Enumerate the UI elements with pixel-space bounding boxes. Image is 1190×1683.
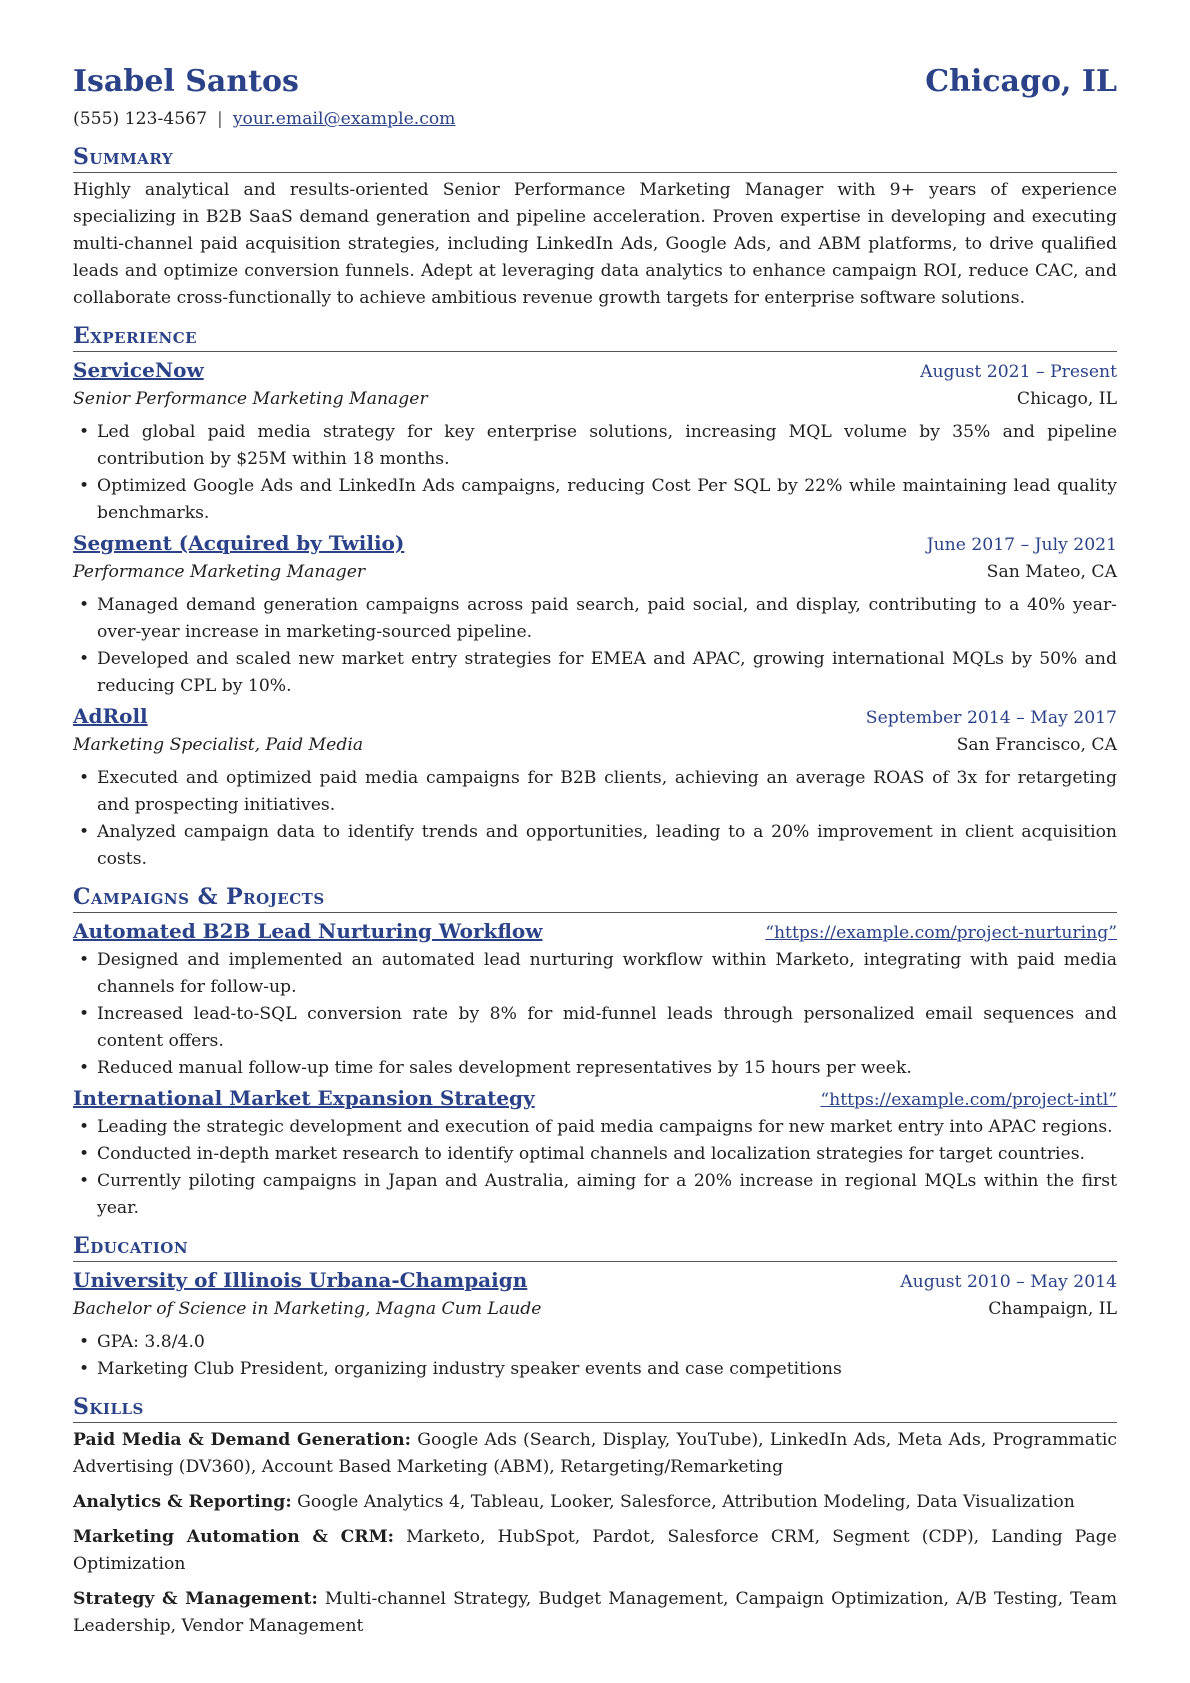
bullet-item: • Leading the strategic development and execution of paid media campaigns for new market entry into APAC regions. xyxy=(73,1114,1117,1141)
job-bullets xyxy=(73,592,1117,700)
degree-title: Bachelor of Science in Marketing, Magna Cum Laude xyxy=(73,1299,542,1319)
skill-group-label: Strategy & Management: xyxy=(73,1589,318,1609)
bullet-item: • GPA: 3.8/4.0 xyxy=(73,1329,1117,1356)
skill-group-label: Analytics & Reporting: xyxy=(73,1492,292,1512)
job-title: Marketing Specialist, Paid Media xyxy=(73,735,364,755)
education-location: Champaign, IL xyxy=(988,1299,1117,1319)
project-entry xyxy=(73,917,1117,1082)
section-title-projects: Campaigns & Projects xyxy=(73,883,1117,913)
section-title-experience: Experience xyxy=(73,322,1117,352)
job-dates: August 2021 – Present xyxy=(920,362,1117,382)
skill-group xyxy=(73,1489,1117,1516)
project-name-link[interactable]: Automated B2B Lead Nurturing Workflow xyxy=(73,919,543,943)
section-title-summary: Summary xyxy=(73,143,1117,173)
job-location: Chicago, IL xyxy=(1016,389,1117,409)
bullet-item: • Designed and implemented an automated lead nurturing workflow within Marketo, integrating with paid media channels for follow-up. xyxy=(73,947,1117,1001)
section-title-education: Education xyxy=(73,1232,1117,1262)
job-entry xyxy=(73,529,1117,700)
candidate-location: Chicago, IL xyxy=(925,64,1117,99)
job-location: San Francisco, CA xyxy=(956,735,1117,755)
job-location: San Mateo, CA xyxy=(986,562,1117,582)
skill-group-items: Multi-channel Strategy, Budget Management, Campaign Optimization, A/B Testing, Team Leadership, Vendor Management xyxy=(73,1589,1118,1636)
resume-header xyxy=(73,62,1117,102)
project-url-link[interactable]: “https://example.com/project-intl” xyxy=(820,1090,1117,1110)
bullet-item: • Increased lead-to-SQL conversion rate by 8% for mid-funnel leads through personalized email sequences and content offers. xyxy=(73,1001,1117,1055)
skill-group xyxy=(73,1586,1117,1640)
bullet-item: • Marketing Club President, organizing industry speaker events and case competitions xyxy=(73,1356,1117,1383)
bullet-item: • Analyzed campaign data to identify trends and opportunities, leading to a 20% improvement in client acquisition costs. xyxy=(73,819,1117,873)
bullet-item: • Managed demand generation campaigns across paid search, paid social, and display, contributing to a 40% year-over-year increase in marketing-sourced pipeline. xyxy=(73,592,1117,646)
school-link[interactable]: University of Illinois Urbana-Champaign xyxy=(73,1268,528,1292)
email-link[interactable]: your.email@example.com xyxy=(232,109,456,129)
projects-section xyxy=(73,883,1117,1222)
education-entry xyxy=(73,1266,1117,1383)
project-bullets xyxy=(73,1114,1117,1222)
phone-number: (555) 123-4567 xyxy=(73,109,208,129)
job-dates: September 2014 – May 2017 xyxy=(865,708,1117,728)
job-dates: June 2017 – July 2021 xyxy=(926,535,1117,555)
bullet-item: • Reduced manual follow-up time for sales development representatives by 15 hours per week. xyxy=(73,1055,1117,1082)
bullet-item: • Led global paid media strategy for key enterprise solutions, increasing MQL volume by 35% and pipeline contribution by $25M within 18 months. xyxy=(73,419,1117,473)
company-link[interactable]: AdRoll xyxy=(73,704,148,728)
contact-separator: | xyxy=(217,109,223,129)
project-entry xyxy=(73,1084,1117,1222)
project-url-link[interactable]: “https://example.com/project-nurturing” xyxy=(765,923,1117,943)
summary-text: Highly analytical and results-oriented Senior Performance Marketing Manager with 9+ years of experience specializing in B2B SaaS demand generation and pipeline acceleration. Proven expertise in developing and executing multi-channel paid acquisition strategies, including LinkedIn Ads, Google Ads, and ABM platforms, to drive qualified leads and optimize conversion funnels. Adept at leveraging data analytics to enhance campaign ROI, reduce CAC, and collaborate cross-functionally to achieve ambitious revenue growth targets for enterprise software solutions. xyxy=(73,180,1117,308)
job-bullets xyxy=(73,765,1117,873)
experience-section xyxy=(73,322,1117,873)
education-section xyxy=(73,1232,1117,1383)
bullet-item: • Currently piloting campaigns in Japan and Australia, aiming for a 20% increase in regional MQLs within the first year. xyxy=(73,1168,1117,1222)
skill-group-label: Paid Media & Demand Generation: xyxy=(73,1430,411,1450)
skills-section xyxy=(73,1393,1117,1640)
skill-group-label: Marketing Automation & CRM: xyxy=(73,1527,394,1547)
section-title-skills: Skills xyxy=(73,1393,1117,1423)
job-entry xyxy=(73,702,1117,873)
summary-section xyxy=(73,143,1117,312)
project-name-link[interactable]: International Market Expansion Strategy xyxy=(73,1086,535,1110)
education-dates: August 2010 – May 2014 xyxy=(900,1272,1117,1292)
contact-line xyxy=(73,106,1117,133)
job-bullets xyxy=(73,419,1117,527)
skill-group-items: Google Analytics 4, Tableau, Looker, Salesforce, Attribution Modeling, Data Visualization xyxy=(297,1492,1075,1512)
company-link[interactable]: Segment (Acquired by Twilio) xyxy=(73,531,405,555)
job-entry xyxy=(73,356,1117,527)
candidate-name: Isabel Santos xyxy=(73,64,299,99)
bullet-item: • Developed and scaled new market entry strategies for EMEA and APAC, growing international MQLs by 50% and reducing CPL by 10%. xyxy=(73,646,1117,700)
skill-group xyxy=(73,1524,1117,1578)
skill-group-items: Marketo, HubSpot, Pardot, Salesforce CRM, Segment (CDP), Landing Page Optimization xyxy=(73,1527,1117,1574)
bullet-item: • Conducted in-depth market research to identify optimal channels and localization strategies for target countries. xyxy=(73,1141,1117,1168)
bullet-item: • Optimized Google Ads and LinkedIn Ads campaigns, reducing Cost Per SQL by 22% while maintaining lead quality benchmarks. xyxy=(73,473,1117,527)
bullet-item: • Executed and optimized paid media campaigns for B2B clients, achieving an average ROAS of 3x for retargeting and prospecting initiatives. xyxy=(73,765,1117,819)
project-bullets xyxy=(73,947,1117,1082)
job-title: Performance Marketing Manager xyxy=(73,562,366,582)
job-title: Senior Performance Marketing Manager xyxy=(73,389,428,409)
skill-group xyxy=(73,1427,1117,1481)
company-link[interactable]: ServiceNow xyxy=(73,358,204,382)
education-bullets xyxy=(73,1329,1117,1383)
skill-group-items: Google Ads (Search, Display, YouTube), LinkedIn Ads, Meta Ads, Programmatic Advertising (DV360), Account Based Marketing (ABM), Retargeting/Remarketing xyxy=(73,1430,1117,1477)
